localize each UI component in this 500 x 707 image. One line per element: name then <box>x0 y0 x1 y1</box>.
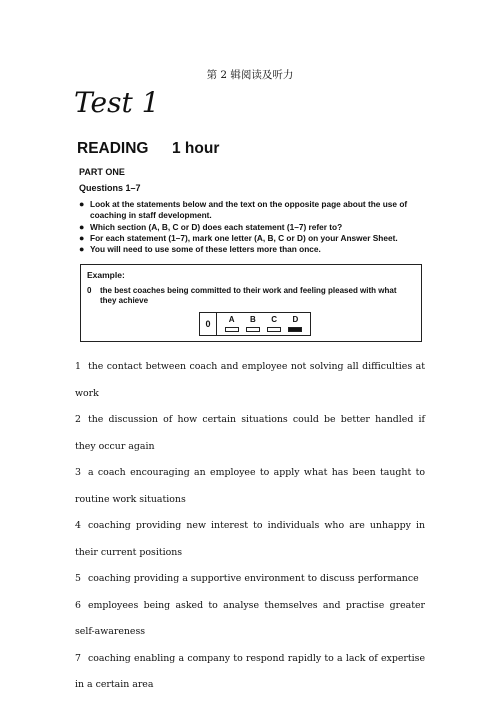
answer-option <box>246 315 260 335</box>
option-letter: A <box>228 315 235 324</box>
list-item <box>75 407 425 460</box>
option-letter: C <box>271 315 278 324</box>
example-text: the best coaches being committed to their work and feeling pleased with what they achieve <box>100 286 397 305</box>
instruction-text: Look at the statements below and the text on the opposite page about the use of coaching in staff development. <box>90 199 408 220</box>
item-text: the discussion of how certain situations could be better handled if they occur again <box>75 414 425 452</box>
instruction-text: For each statement (1–7), mark one letter (A, B, C or D) on your Answer Sheet. <box>90 233 398 243</box>
questions-range: Questions 1–7 <box>79 183 141 193</box>
list-item <box>75 513 425 566</box>
answer-option <box>267 315 281 335</box>
answer-options <box>217 313 310 335</box>
instruction-item <box>79 233 439 244</box>
statement-list <box>75 354 425 699</box>
item-number: 2 <box>75 414 81 425</box>
instruction-text: Which section (A, B, C or D) does each statement (1–7) refer to? <box>90 222 343 232</box>
bullet-icon: ● <box>79 199 85 209</box>
item-number: 3 <box>75 467 81 478</box>
item-text: coaching providing new interest to individuals who are unhappy in their current positions <box>75 520 425 558</box>
example-box <box>80 264 422 342</box>
instruction-item <box>79 244 439 255</box>
bullet-icon: ● <box>79 233 85 243</box>
item-number: 6 <box>75 599 81 611</box>
part-heading: PART ONE <box>79 167 125 177</box>
section-name: READING <box>77 140 149 157</box>
item-text: coaching enabling a company to respond rapidly to a lack of expertise in a certain area <box>75 652 425 690</box>
section-duration: 1 hour <box>172 140 220 157</box>
example-answer-grid <box>199 312 311 336</box>
answer-number: 0 <box>200 313 217 335</box>
option-mark <box>225 327 239 332</box>
item-number: 7 <box>75 652 81 664</box>
option-letter: B <box>249 315 256 324</box>
option-mark <box>246 327 260 332</box>
instruction-item <box>79 222 439 233</box>
instruction-text: You will need to use some of these letters more than once. <box>90 244 321 254</box>
chinese-header: 第 2 辑阅读及听力 <box>206 69 294 81</box>
answer-option <box>225 315 239 335</box>
item-number: 5 <box>75 573 81 584</box>
option-letter: D <box>292 315 299 324</box>
bullet-icon: ● <box>79 222 85 232</box>
list-item <box>75 566 425 593</box>
list-item <box>75 354 425 407</box>
example-number: 0 <box>87 286 92 295</box>
item-text: a coach encouraging an employee to apply what has been taught to routine work situations <box>75 467 425 505</box>
list-item <box>75 460 425 513</box>
test-title: Test 1 <box>74 86 160 119</box>
item-number: 4 <box>75 520 81 531</box>
list-item <box>75 593 425 646</box>
item-text: the contact between coach and employee not solving all difficulties at work <box>75 361 425 399</box>
example-label: Example: <box>87 270 125 280</box>
option-mark-selected <box>288 327 302 332</box>
item-text: employees being asked to analyse themselves and practise greater self-awareness <box>75 599 425 637</box>
item-text: coaching providing a supportive environment to discuss performance <box>87 573 419 584</box>
instruction-item <box>79 199 439 221</box>
bullet-icon: ● <box>79 244 85 254</box>
answer-option <box>288 315 302 335</box>
option-mark <box>267 327 281 332</box>
list-item <box>75 646 425 699</box>
item-number: 1 <box>75 361 81 372</box>
